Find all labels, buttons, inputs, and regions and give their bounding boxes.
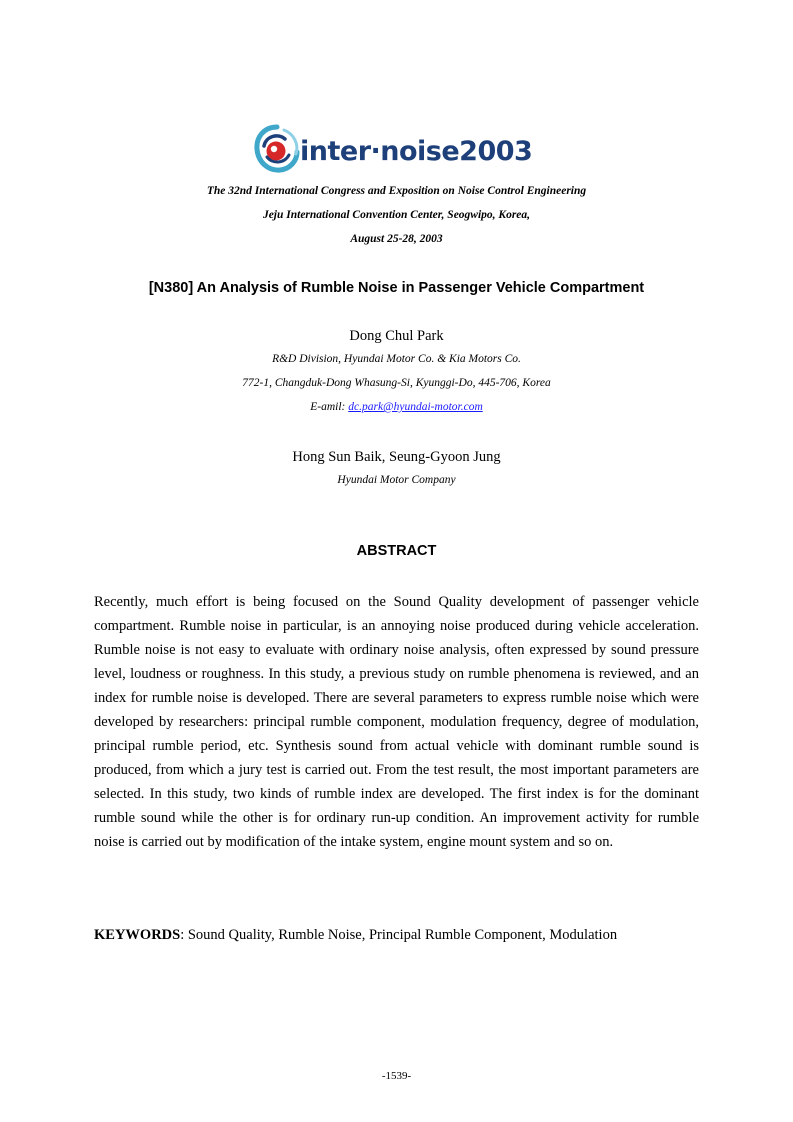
page-number: -1539- — [381, 1070, 412, 1082]
author-address: 772-1, Changduk-Dong Whasung-Si, Kyunggi-Do, 445-706, Korea — [242, 377, 551, 389]
keywords-list: : Sound Quality, Rumble Noise, Principal Rumble Component, Modulation — [180, 927, 618, 943]
logo-wordmark: inter·noise2003 — [300, 135, 533, 167]
conference-venue: Jeju International Convention Center, Seogwipo, Korea, — [262, 209, 531, 221]
conference-name: The 32nd International Congress and Exposition on Noise Control Engineering — [206, 185, 587, 197]
inter-noise-swirl-logo-icon — [254, 124, 300, 174]
abstract-heading: ABSTRACT — [356, 543, 437, 559]
abstract-text: Recently, much effort is being focused on the Sound Quality development of passenger vehicle compartment. Rumble noise in particular, is an annoying noise produced during vehicle acceleration. Rumble noise is not easy to evaluate with ordinary noise analysis, often expressed by sound pressure level, loudness or roughness. In this study, a previous study on rumble phenomena is reviewed, and an index for rumble noise is developed. There are several parameters to express rumble noise which were developed by researchers: principal rumble component, modulation frequency, degree of modulation, principal rumble period, etc. Synthesis sound from actual vehicle with dominant rumble sound is produced, from which a jury test is carried out. From the test result, the most important parameters are selected. In this study, two kinds of rumble index are developed. The first index is for the dominant rumble sound while the other is for ordinary run-up condition. An improvement activity for rumble noise is carried out by modification of the intake system, engine mount system and so on. — [94, 594, 699, 850]
email-label: E-amil: — [310, 401, 349, 413]
email-link[interactable]: dc.park@hyundai-motor.com — [348, 401, 483, 413]
paper-title: [N380] An Analysis of Rumble Noise in Passenger Vehicle Compartment — [148, 280, 645, 296]
author-email-line — [0, 401, 793, 413]
author-affiliation: R&D Division, Hyundai Motor Co. & Kia Motors Co. — [272, 353, 521, 365]
conference-dates: August 25-28, 2003 — [350, 233, 443, 245]
conference-logo — [254, 121, 532, 177]
keywords-label: KEYWORDS — [94, 927, 181, 943]
coauthor-names: Hong Sun Baik, Seung-Gyoon Jung — [292, 449, 501, 465]
keywords-line — [94, 927, 699, 944]
coauthor-affiliation: Hyundai Motor Company — [337, 474, 456, 486]
author-name: Dong Chul Park — [349, 328, 444, 344]
